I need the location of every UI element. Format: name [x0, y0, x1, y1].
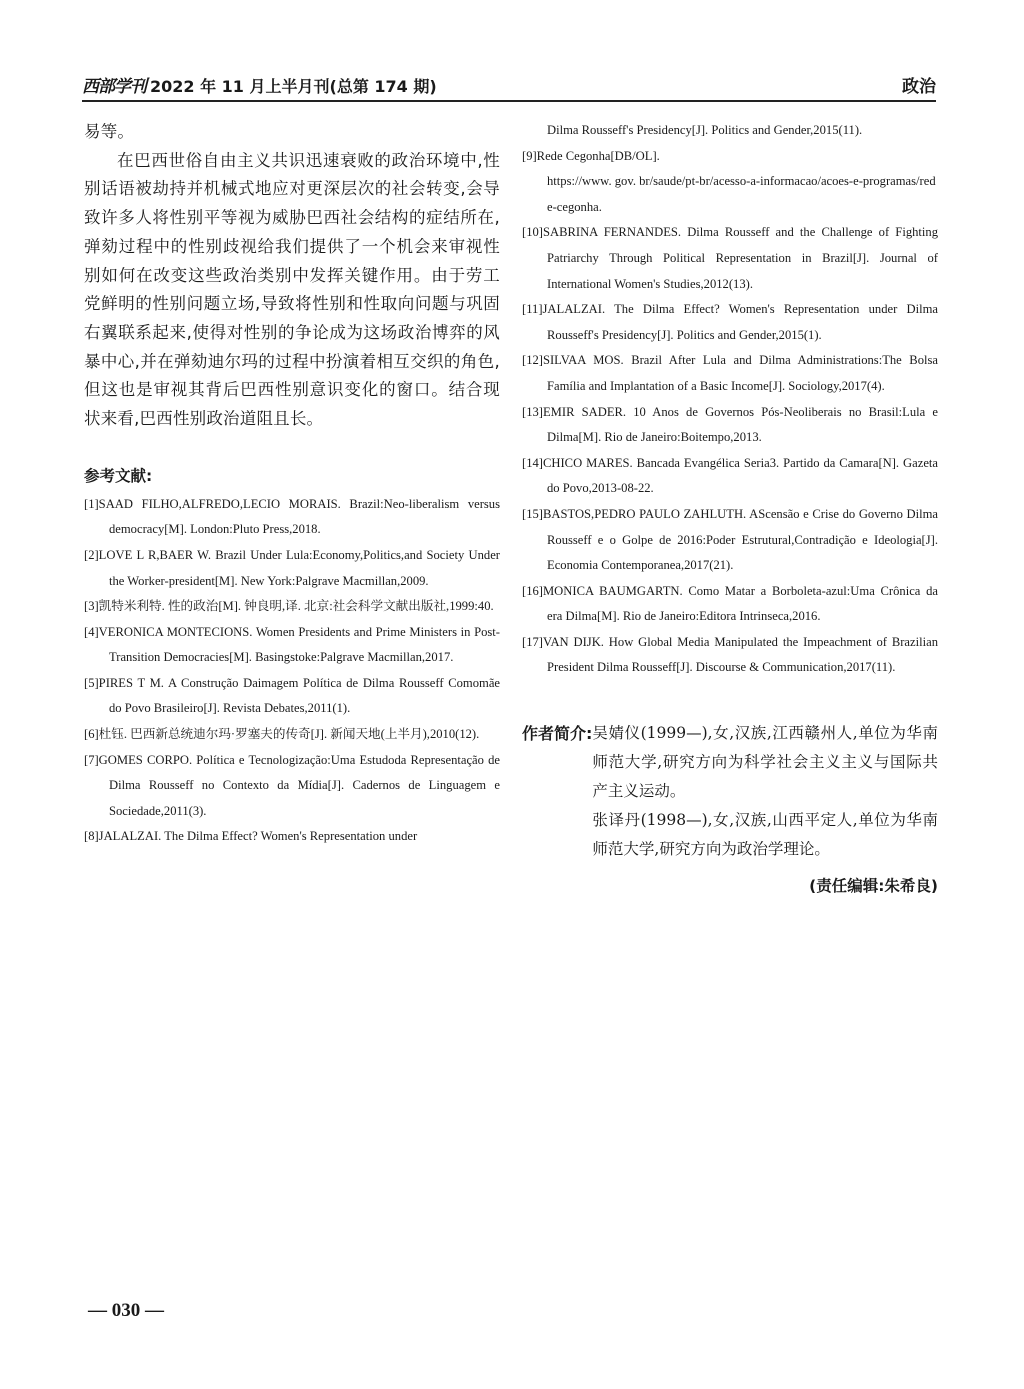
page-header	[82, 72, 936, 102]
body-paragraph-2: 在巴西世俗自由主义共识迅速衰败的政治环境中,性别话语被劫持并机械式地应对更深层次的社会转变,会导致许多人将性别平等视为威胁巴西社会结构的症结所在,弹劾过程中的性别歧视给我们提供了一个机会来审视性别如何在改变这些政治类别中发挥关键作用。由于劳工党鲜明的性别问题立场,导致将性别和性取向问题与巩固右翼联系起来,使得对性别的争论成为这场政治博弈的风暴中心,并在弹劾迪尔玛的过程中扮演着相互交织的角色,但这也是审视其背后巴西性别意识变化的窗口。结合现状来看,巴西性别政治道阻且长。	[84, 150, 500, 429]
issue-info: 2022 年 11 月上半月刊(总第 174 期)	[150, 77, 437, 96]
journal-info	[82, 72, 437, 100]
author-items	[592, 719, 938, 864]
reference-url: https://www. gov. br/saude/pt-br/acesso-a-informacao/acoes-e-programas/rede-cegonha.	[547, 174, 936, 214]
section-label: 政治	[902, 77, 936, 97]
reference-item: [5]PIRES T M. A Construção Daimagem Política de Dilma Rousseff Comomãe do Povo Brasileiro[J]. Revista Debates,2011(1).	[84, 675, 500, 716]
reference-item: [12]SILVAA MOS. Brazil After Lula and Dilma Administrations:The Bolsa Família and Implantation of a Basic Income[J]. Sociology,2017(4).	[522, 353, 938, 393]
left-column	[84, 118, 500, 850]
right-column	[522, 118, 938, 896]
references-list-right	[522, 118, 938, 681]
page-number: — 030 —	[88, 1300, 164, 1321]
reference-item: [17]VAN DIJK. How Global Media Manipulated the Impeachment of Brazilian President Dilma Rousseff[J]. Discourse & Communication,2017(11).	[522, 634, 938, 675]
body-paragraph-1: 易等。	[84, 122, 135, 141]
reference-item: [10]SABRINA FERNANDES. Dilma Rousseff and the Challenge of Fighting Patriarchy Through Political Representation in Brazil[J]. Journal of International Women's Studies,2012(13).	[522, 225, 938, 291]
reference-item: [15]BASTOS,PEDRO PAULO ZAHLUTH. AScensão e Crise do Governo Dilma Rousseff e o Golpe de 2016:Poder Estrutural,Contradição e Ideologia[J]. Economia Contemporanea,2017(21).	[522, 506, 938, 573]
reference-item: [3]凯特米利特. 性的政治[M]. 钟良明,译. 北京:社会科学文献出版社,1999:40.	[84, 599, 494, 614]
journal-logo: 西部学刊	[82, 77, 146, 97]
reference-item: [1]SAAD FILHO,ALFREDO,LECIO MORAIS. Brazil:Neo-liberalism versus democracy[M]. London:Pluto Press,2018.	[84, 496, 500, 537]
reference-item: [8]JALALZAI. The Dilma Effect? Women's Representation under	[84, 829, 418, 844]
author-label: 作者简介:	[522, 724, 593, 744]
reference-item: [9]Rede Cegonha[DB/OL].	[522, 148, 660, 163]
author-bio	[522, 719, 938, 864]
author-item: 吴婧仪(1999—),女,汉族,江西赣州人,单位为华南师范大学,研究方向为科学社会主义主义与国际共产主义运动。	[592, 724, 938, 801]
reference-item: [13]EMIR SADER. 10 Anos de Governos Pós-Neoliberais no Brasil:Lula e Dilma[M]. Rio de Janeiro:Boitempo,2013.	[522, 404, 938, 445]
reference-item: [11]JALALZAI. The Dilma Effect? Women's Representation under Dilma Rousseff's Presidency[J]. Politics and Gender,2015(1).	[522, 302, 938, 342]
reference-item: [2]LOVE L R,BAER W. Brazil Under Lula:Economy,Politics,and Society Under the Worker-president[M]. New York:Palgrave Macmillan,2009.	[84, 547, 500, 588]
reference-item: [7]GOMES CORPO. Política e Tecnologização:Uma Estudoda Representação de Dilma Rousseff no Contexto da Mídia[J]. Cadernos de Linguagem e Sociedade,2011(3).	[84, 752, 500, 818]
references-list-left	[84, 492, 500, 850]
reference-item: [14]CHICO MARES. Bancada Evangélica Seria3. Partido da Camara[N]. Gazeta do Povo,2013-08-22.	[522, 455, 938, 496]
reference-item: [6]杜钰. 巴西新总统迪尔玛·罗塞夫的传奇[J]. 新闻天地(上半月),2010(12).	[84, 727, 480, 742]
author-item: 张译丹(1998—),女,汉族,山西平定人,单位为华南师范大学,研究方向为政治学理论。	[592, 811, 938, 859]
reference-continuation: Dilma Rousseff's Presidency[J]. Politics and Gender,2015(11).	[547, 123, 863, 137]
responsible-editor: (责任编辑:朱希良)	[809, 877, 938, 896]
references-title: 参考文献:	[84, 466, 153, 485]
reference-item: [16]MONICA BAUMGARTN. Como Matar a Borboleta-azul:Uma Crônica da era Dilma[M]. Rio de Janeiro:Editora Intrinseca,2016.	[522, 583, 938, 624]
reference-item: [4]VERONICA MONTECIONS. Women Presidents and Prime Ministers in Post-Transition Democracies[M]. Basingstoke:Palgrave Macmillan,2017.	[84, 624, 500, 665]
